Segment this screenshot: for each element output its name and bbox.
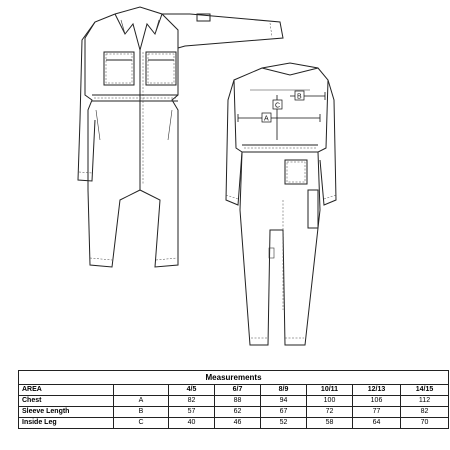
inside-leg-measure-label: C — [275, 102, 281, 110]
value-cell: 106 — [353, 396, 401, 407]
size-header: 10/11 — [307, 385, 353, 396]
back-left-sleeve — [226, 80, 242, 205]
value-cell: 94 — [261, 396, 307, 407]
back-right-sleeve — [320, 80, 336, 205]
sleeve-measure-label: B — [297, 93, 302, 101]
value-cell: 82 — [401, 407, 449, 418]
table-row — [19, 418, 449, 429]
size-header: 6/7 — [215, 385, 261, 396]
size-header: 4/5 — [169, 385, 215, 396]
value-cell: 100 — [307, 396, 353, 407]
size-header: 14/15 — [401, 385, 449, 396]
front-right-chest-pocket — [146, 52, 176, 85]
area-name-cell: Chest — [19, 396, 114, 407]
value-cell: 112 — [401, 396, 449, 407]
table-row — [19, 407, 449, 418]
back-hip-pocket — [285, 160, 307, 184]
value-cell: 88 — [215, 396, 261, 407]
value-cell: 72 — [307, 407, 353, 418]
measurements-table-container — [18, 370, 448, 429]
chest-measure-label: A — [264, 115, 269, 123]
value-cell: 67 — [261, 407, 307, 418]
table-row — [19, 396, 449, 407]
back-leg-pocket — [308, 190, 318, 228]
value-cell: 77 — [353, 407, 401, 418]
area-name-cell: Sleeve Length — [19, 407, 114, 418]
area-code-cell: C — [114, 418, 169, 429]
front-torso-outline — [115, 7, 178, 190]
value-cell: 62 — [215, 407, 261, 418]
value-cell: 52 — [261, 418, 307, 429]
front-right-leg — [140, 190, 178, 267]
table-title: Measurements — [19, 371, 449, 385]
front-collar — [115, 14, 162, 50]
value-cell: 40 — [169, 418, 215, 429]
size-header: 8/9 — [261, 385, 307, 396]
size-header: 12/13 — [353, 385, 401, 396]
area-header: AREA — [19, 385, 114, 396]
value-cell: 58 — [307, 418, 353, 429]
value-cell: 57 — [169, 407, 215, 418]
front-left-chest-pocket — [104, 52, 134, 85]
back-waistband — [242, 145, 318, 152]
area-code-cell: B — [114, 407, 169, 418]
value-cell: 46 — [215, 418, 261, 429]
measurement-markers — [238, 91, 325, 140]
measurements-table — [18, 370, 449, 429]
front-view — [78, 7, 283, 267]
value-cell: 82 — [169, 396, 215, 407]
value-cell: 70 — [401, 418, 449, 429]
front-right-sleeve — [162, 14, 283, 48]
front-torso-outline-left — [85, 14, 115, 190]
value-cell: 64 — [353, 418, 401, 429]
area-code-cell: A — [114, 396, 169, 407]
table-header-row — [19, 385, 449, 396]
front-left-leg — [88, 190, 140, 267]
code-header — [114, 385, 169, 396]
area-name-cell: Inside Leg — [19, 418, 114, 429]
